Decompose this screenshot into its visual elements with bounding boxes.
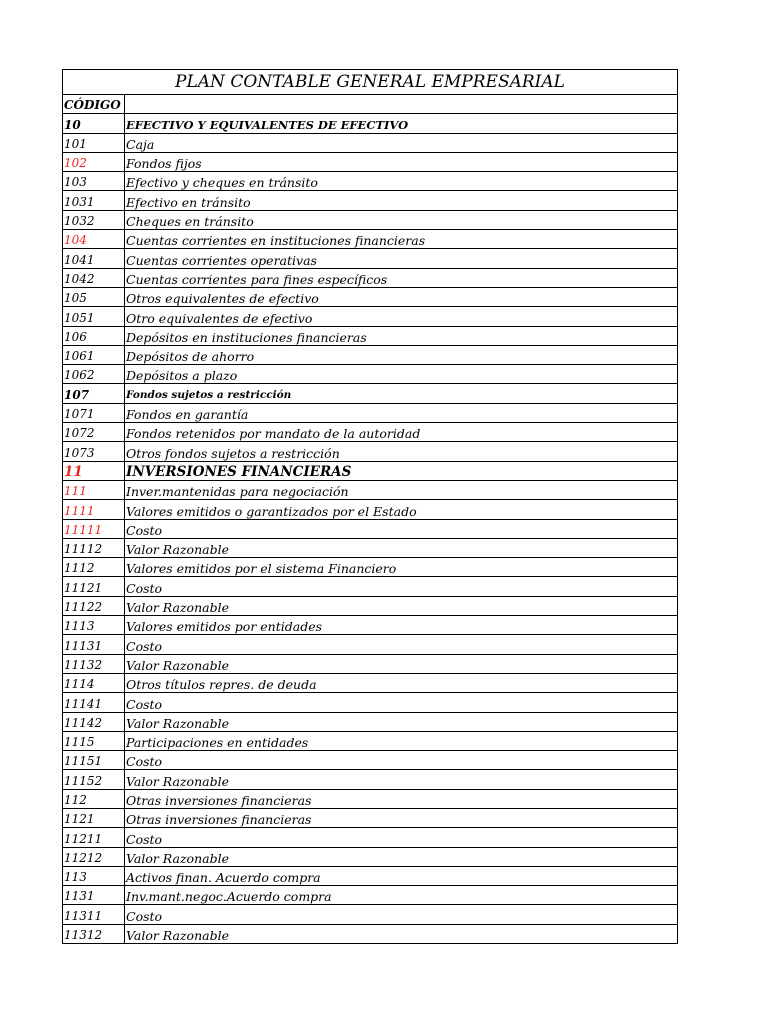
table-row	[63, 596, 678, 615]
account-description: Costo	[125, 693, 678, 712]
table-row	[63, 442, 678, 461]
table-row	[63, 133, 678, 152]
account-code: 1121	[63, 808, 125, 827]
account-code: 1042	[63, 268, 125, 287]
account-code: 1032	[63, 210, 125, 229]
account-description: Otro equivalentes de efectivo	[125, 307, 678, 326]
description-column-header	[125, 95, 678, 114]
account-description: Activos finan. Acuerdo compra	[125, 866, 678, 885]
account-code: 1051	[63, 307, 125, 326]
table-row	[63, 480, 678, 499]
account-code: 1131	[63, 886, 125, 905]
table-row	[63, 114, 678, 133]
table-row	[63, 307, 678, 326]
table-row	[63, 152, 678, 171]
account-description: Valores emitidos por entidades	[125, 616, 678, 635]
account-description: Fondos fijos	[125, 152, 678, 171]
account-code: 1041	[63, 249, 125, 268]
table-row	[63, 866, 678, 885]
table-row	[63, 326, 678, 345]
account-description: Efectivo y cheques en tránsito	[125, 172, 678, 191]
account-code: 1062	[63, 365, 125, 384]
account-code: 11132	[63, 654, 125, 673]
table-row	[63, 693, 678, 712]
table-row	[63, 423, 678, 442]
account-code: 1031	[63, 191, 125, 210]
account-description: Depósitos a plazo	[125, 365, 678, 384]
header-row	[63, 95, 678, 114]
account-description: Valor Razonable	[125, 712, 678, 731]
account-description: Cheques en tránsito	[125, 210, 678, 229]
account-description: Caja	[125, 133, 678, 152]
table-row	[63, 287, 678, 306]
account-description: EFECTIVO Y EQUIVALENTES DE EFECTIVO	[125, 114, 678, 133]
account-code: 1112	[63, 558, 125, 577]
account-description: Depósitos de ahorro	[125, 345, 678, 364]
account-description: Valor Razonable	[125, 538, 678, 557]
account-code: 1072	[63, 423, 125, 442]
table-row	[63, 365, 678, 384]
table-row	[63, 654, 678, 673]
account-code: 1073	[63, 442, 125, 461]
table-row	[63, 172, 678, 191]
account-description: Costo	[125, 519, 678, 538]
account-description: Fondos sujetos a restricción	[125, 384, 678, 403]
account-description: Valor Razonable	[125, 770, 678, 789]
table-row	[63, 345, 678, 364]
account-description: Otros fondos sujetos a restricción	[125, 442, 678, 461]
account-description: Valor Razonable	[125, 596, 678, 615]
table-row	[63, 577, 678, 596]
account-code: 103	[63, 172, 125, 191]
title-row	[63, 70, 678, 95]
account-code: 10	[63, 114, 125, 133]
account-code: 1111	[63, 500, 125, 519]
table-row	[63, 461, 678, 480]
account-code: 11142	[63, 712, 125, 731]
table-row	[63, 403, 678, 422]
table-row	[63, 886, 678, 905]
account-code: 11151	[63, 751, 125, 770]
account-code: 111	[63, 480, 125, 499]
account-code: 102	[63, 152, 125, 171]
table-row	[63, 519, 678, 538]
table-row	[63, 538, 678, 557]
code-column-header: CÓDIGO	[63, 95, 125, 114]
account-code: 11111	[63, 519, 125, 538]
table-row	[63, 673, 678, 692]
account-code: 106	[63, 326, 125, 345]
table-row	[63, 268, 678, 287]
account-code: 11311	[63, 905, 125, 924]
account-code: 1113	[63, 616, 125, 635]
account-description: Efectivo en tránsito	[125, 191, 678, 210]
account-code: 11212	[63, 847, 125, 866]
account-code: 1061	[63, 345, 125, 364]
account-description: Cuentas corrientes en instituciones financieras	[125, 230, 678, 249]
table-row	[63, 384, 678, 403]
account-code: 104	[63, 230, 125, 249]
account-description: Costo	[125, 751, 678, 770]
account-code: 107	[63, 384, 125, 403]
table-row	[63, 249, 678, 268]
account-description: Valor Razonable	[125, 847, 678, 866]
account-code: 11141	[63, 693, 125, 712]
account-code: 11211	[63, 828, 125, 847]
account-code: 105	[63, 287, 125, 306]
account-code: 11	[63, 461, 125, 480]
table-row	[63, 905, 678, 924]
table-row	[63, 191, 678, 210]
account-code: 11131	[63, 635, 125, 654]
account-code: 11112	[63, 538, 125, 557]
account-description: Inver.mantenidas para negociación	[125, 480, 678, 499]
table-row	[63, 847, 678, 866]
account-description: Cuentas corrientes operativas	[125, 249, 678, 268]
account-code: 112	[63, 789, 125, 808]
account-code: 1115	[63, 731, 125, 750]
account-description: Participaciones en entidades	[125, 731, 678, 750]
account-description: Otras inversiones financieras	[125, 808, 678, 827]
table-row	[63, 751, 678, 770]
account-description: Valores emitidos por el sistema Financiero	[125, 558, 678, 577]
account-code: 113	[63, 866, 125, 885]
account-description: Costo	[125, 828, 678, 847]
table-row	[63, 828, 678, 847]
table-row	[63, 210, 678, 229]
account-description: Valor Razonable	[125, 924, 678, 943]
table-row	[63, 770, 678, 789]
account-description: Costo	[125, 635, 678, 654]
account-description: Fondos retenidos por mandato de la autoridad	[125, 423, 678, 442]
table-row	[63, 230, 678, 249]
account-code: 101	[63, 133, 125, 152]
account-description: Fondos en garantía	[125, 403, 678, 422]
table-row	[63, 558, 678, 577]
account-description: INVERSIONES FINANCIERAS	[125, 461, 678, 480]
account-description: Otros equivalentes de efectivo	[125, 287, 678, 306]
account-code: 11121	[63, 577, 125, 596]
account-code: 1071	[63, 403, 125, 422]
table-row	[63, 635, 678, 654]
account-description: Inv.mant.negoc.Acuerdo compra	[125, 886, 678, 905]
account-plan-table	[62, 69, 678, 944]
table-row	[63, 616, 678, 635]
table-row	[63, 924, 678, 943]
table-row	[63, 808, 678, 827]
account-description: Valor Razonable	[125, 654, 678, 673]
account-description: Otros títulos repres. de deuda	[125, 673, 678, 692]
table-row	[63, 500, 678, 519]
table-row	[63, 712, 678, 731]
account-description: Costo	[125, 577, 678, 596]
account-description: Cuentas corrientes para fines específicos	[125, 268, 678, 287]
account-code: 11312	[63, 924, 125, 943]
table-row	[63, 789, 678, 808]
account-description: Depósitos en instituciones financieras	[125, 326, 678, 345]
table-row	[63, 731, 678, 750]
page-title: PLAN CONTABLE GENERAL EMPRESARIAL	[63, 70, 678, 95]
account-description: Otras inversiones financieras	[125, 789, 678, 808]
account-code: 11152	[63, 770, 125, 789]
account-code: 1114	[63, 673, 125, 692]
account-code: 11122	[63, 596, 125, 615]
account-description: Valores emitidos o garantizados por el Estado	[125, 500, 678, 519]
account-description: Costo	[125, 905, 678, 924]
